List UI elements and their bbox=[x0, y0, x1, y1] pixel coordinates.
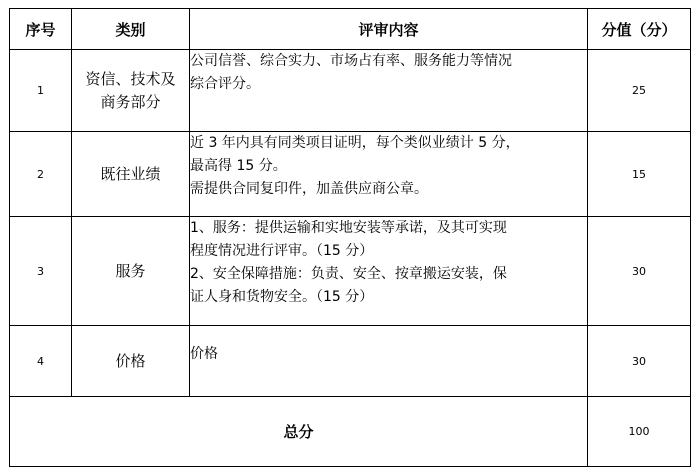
row-score: 30 bbox=[588, 217, 691, 326]
row-score: 30 bbox=[588, 326, 691, 397]
row-serial: 1 bbox=[10, 50, 72, 132]
table-row bbox=[10, 217, 691, 326]
content-line: 需提供合同复印件，加盖供应商公章。 bbox=[190, 181, 428, 197]
content-line: 综合评分。 bbox=[190, 76, 260, 92]
content-line: 价格 bbox=[190, 345, 218, 362]
content-line: 近 3 年内具有同类项目证明，每个类似业绩计 5 分， bbox=[190, 135, 520, 151]
table-header-row bbox=[10, 9, 691, 50]
content-line: 公司信誉、综合实力、市场占有率、服务能力等情况 bbox=[190, 53, 512, 69]
row-content bbox=[190, 132, 588, 217]
header-serial: 序号 bbox=[10, 9, 72, 50]
row-content bbox=[190, 217, 588, 326]
row-category: 价格 bbox=[72, 326, 190, 397]
row-serial: 2 bbox=[10, 132, 72, 217]
content-line: 最高得 15 分。 bbox=[190, 158, 287, 174]
total-score: 100 bbox=[588, 397, 691, 467]
row-content bbox=[190, 50, 588, 132]
content-line: 1、服务：提供运输和实地安装等承诺，及其可实现 bbox=[190, 220, 507, 236]
scoring-table bbox=[9, 8, 691, 467]
row-score: 25 bbox=[588, 50, 691, 132]
row-category: 资信、技术及商务部分 bbox=[72, 50, 190, 132]
content-line: 2、安全保障措施：负责、安全、按章搬运安装，保 bbox=[190, 266, 507, 282]
row-serial: 3 bbox=[10, 217, 72, 326]
row-score: 15 bbox=[588, 132, 691, 217]
table-row bbox=[10, 132, 691, 217]
row-serial: 4 bbox=[10, 326, 72, 397]
row-category: 既往业绩 bbox=[72, 132, 190, 217]
table-row bbox=[10, 326, 691, 397]
row-category: 服务 bbox=[72, 217, 190, 326]
header-category: 类别 bbox=[72, 9, 190, 50]
total-label: 总分 bbox=[10, 397, 588, 467]
row-content bbox=[190, 326, 588, 397]
table-total-row bbox=[10, 397, 691, 467]
header-score: 分值（分） bbox=[588, 9, 691, 50]
content-line: 程度情况进行评审。（15 分） bbox=[190, 243, 374, 259]
table-row bbox=[10, 50, 691, 132]
header-content: 评审内容 bbox=[190, 9, 588, 50]
content-line: 证人身和货物安全。（15 分） bbox=[190, 289, 374, 305]
